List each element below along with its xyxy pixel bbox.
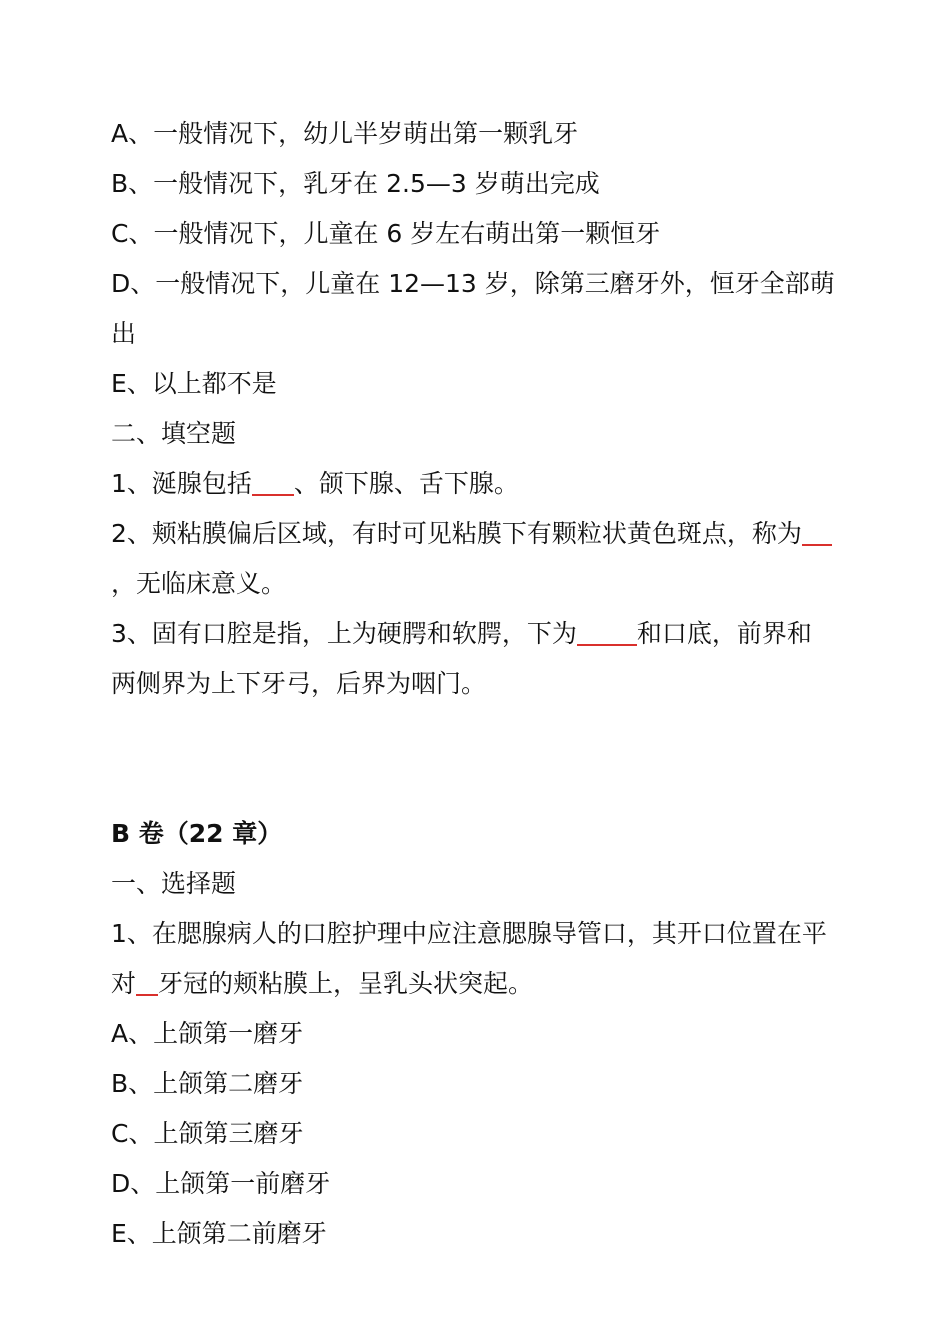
fill-question-1-text-after: 、颌下腺、舌下腺。 bbox=[293, 469, 519, 498]
fill-in-heading: 二、填空题 bbox=[111, 419, 237, 448]
document-page bbox=[111, 109, 851, 1259]
section-spacer bbox=[111, 709, 851, 809]
fill-question-3-text-after: 和口底，前界和 bbox=[636, 619, 812, 648]
choice-question-1-text-before: 对 bbox=[111, 969, 137, 998]
choice-option-c: C、上颌第三磨牙 bbox=[111, 1119, 304, 1148]
choice-option-a: A、上颌第一磨牙 bbox=[111, 1019, 304, 1048]
choice-question-1-continued bbox=[111, 959, 851, 1009]
fill-question-1 bbox=[111, 459, 851, 509]
option-c: C、一般情况下，儿童在 6 岁左右萌出第一颗恒牙 bbox=[111, 219, 661, 248]
option-b: B、一般情况下，乳牙在 2.5—3 岁萌出完成 bbox=[111, 169, 600, 198]
fill-question-3-text-before: 3、固有口腔是指，上为硬腭和软腭，下为 bbox=[111, 619, 577, 648]
option-d: D、一般情况下，儿童在 12—13 岁，除第三磨牙外，恒牙全部萌 bbox=[111, 269, 835, 298]
choice-question-1-text-after: 牙冠的颊粘膜上，呈乳头状突起。 bbox=[158, 969, 534, 998]
answer-blank[interactable] bbox=[252, 464, 294, 496]
choice-heading: 一、选择题 bbox=[111, 869, 237, 898]
choice-option-d: D、上颌第一前磨牙 bbox=[111, 1169, 331, 1198]
fill-question-3 bbox=[111, 609, 851, 659]
fill-question-3-continued: 两侧界为上下牙弓，后界为咽门。 bbox=[111, 669, 487, 698]
section-b-title: B 卷（22 章） bbox=[111, 819, 283, 848]
answer-blank[interactable] bbox=[136, 964, 158, 996]
choice-option-e: E、上颌第二前磨牙 bbox=[111, 1219, 327, 1248]
fill-question-1-text-before: 1、涎腺包括 bbox=[111, 469, 252, 498]
choice-option-b: B、上颌第二磨牙 bbox=[111, 1069, 304, 1098]
fill-question-2-continued: ，无临床意义。 bbox=[111, 569, 287, 598]
option-e: E、以上都不是 bbox=[111, 369, 277, 398]
answer-blank[interactable] bbox=[802, 514, 832, 546]
fill-question-2 bbox=[111, 509, 851, 559]
answer-blank[interactable] bbox=[577, 614, 637, 646]
choice-question-1: 1、在腮腺病人的口腔护理中应注意腮腺导管口，其开口位置在平 bbox=[111, 919, 827, 948]
option-a: A、一般情况下，幼儿半岁萌出第一颗乳牙 bbox=[111, 119, 579, 148]
fill-question-2-text: 2、颊粘膜偏后区域，有时可见粘膜下有颗粒状黄色斑点，称为 bbox=[111, 519, 802, 548]
option-d-continued: 出 bbox=[111, 319, 137, 348]
